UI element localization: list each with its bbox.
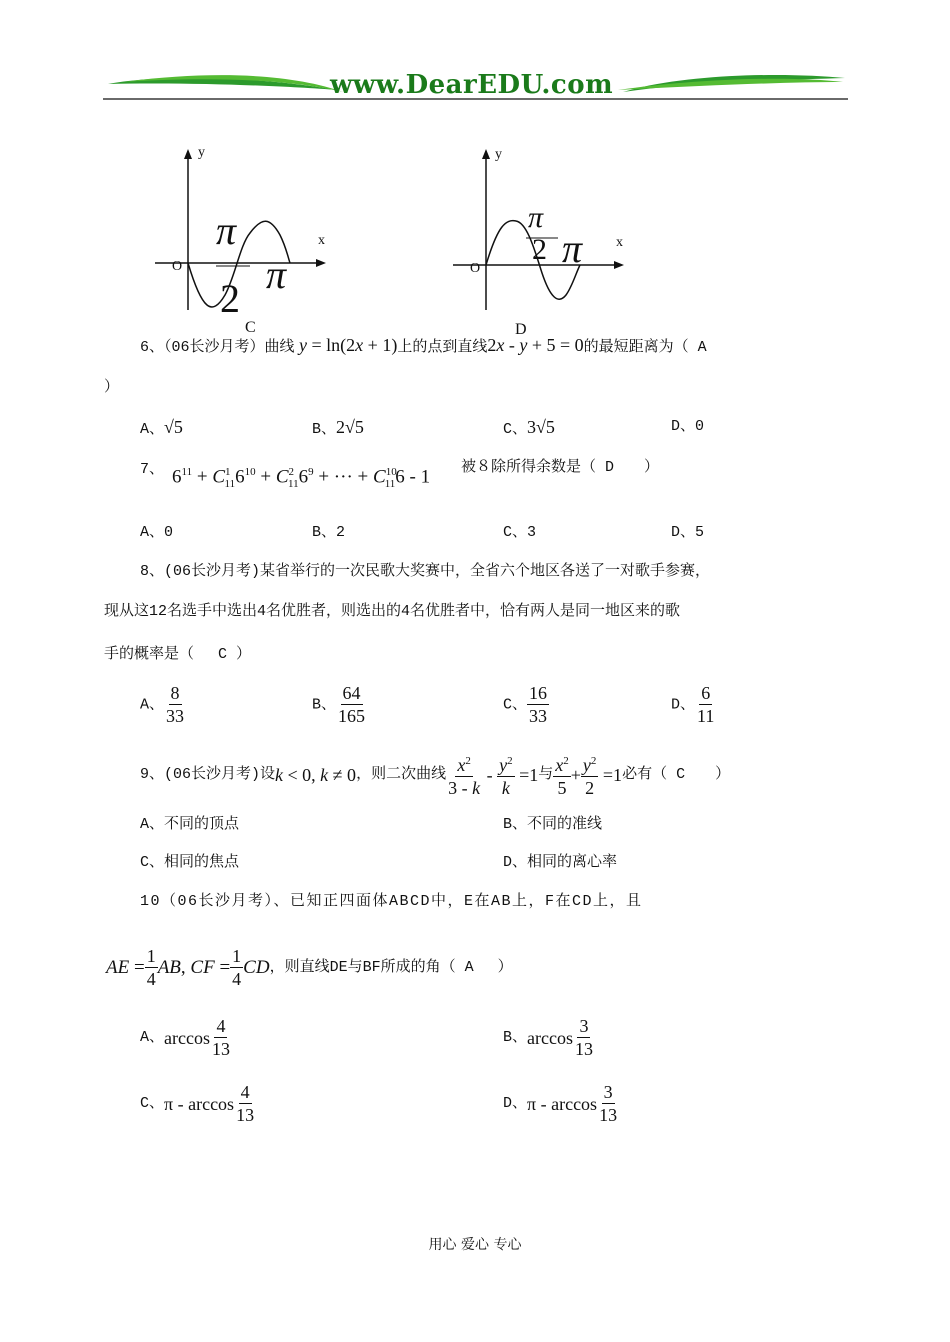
q8-option-d: D、 $\frac{6}{11}$ <box>671 683 715 726</box>
q8-option-b: B、 $\frac{64}{165}$ <box>312 683 366 726</box>
y-axis-label: y <box>198 145 205 160</box>
pi-label: π <box>266 252 287 297</box>
q7-number: 7、 <box>140 461 165 478</box>
figure-label-d: D <box>515 321 527 338</box>
q6-close: ） <box>104 379 120 396</box>
pi-half-numerator: π <box>216 208 237 253</box>
q6-option-b: B、2√5 <box>312 417 364 438</box>
q7-formula: $6^{11} + C^1_{11}6^{10} + C^2_{11}6^9$ + ··· + $C^{10}_{11}6 - 1$ <box>172 466 431 491</box>
q10-option-d: D、 π - arccos $\frac{3}{13}$ <box>503 1082 618 1125</box>
sine-graph-c <box>150 145 340 345</box>
q9-option-d: D、相同的离心率 <box>503 854 618 871</box>
q9-condition: k < 0, k ≠ 0 <box>275 764 357 785</box>
y-axis-label: y <box>495 147 502 162</box>
figure-d <box>450 145 640 345</box>
q6-prefix: 6、（06长沙月考）曲线 <box>140 339 295 356</box>
q10-option-b: B、 arccos $\frac{3}{13}$ <box>503 1016 593 1059</box>
site-logo: www.DearEDU.com <box>330 70 614 100</box>
fraction: $\frac{y^2}{2}$ <box>581 750 599 799</box>
pi-half-denominator: 2 <box>532 233 547 266</box>
fraction: $\frac{x^2}{3 - k}$ <box>446 750 482 799</box>
fraction: $\frac{x^2}{5}$ <box>553 750 571 799</box>
q6-option-a: A、√5 <box>140 417 183 438</box>
q7-option-b: B、2 <box>312 524 346 541</box>
fraction: $\frac{3}{13}$ <box>574 1016 593 1059</box>
q9-option-c: C、相同的焦点 <box>140 854 240 871</box>
x-axis-label: x <box>318 233 325 248</box>
fraction: $\frac{4}{13}$ <box>211 1016 230 1059</box>
pi-half-denominator: 2 <box>220 276 240 321</box>
q10-option-c: C、 π - arccos $\frac{4}{13}$ <box>140 1082 255 1125</box>
page-footer: 用心 爱心 专心 <box>428 1237 522 1253</box>
q9-option-b: B、不同的准线 <box>503 816 603 833</box>
q8-line3: 手的概率是（ C ） <box>104 646 252 663</box>
fraction: $\frac{1}{4}$ <box>146 946 156 989</box>
fraction: $\frac{y^2}{k}$ <box>497 750 515 799</box>
origin-label: O <box>470 261 481 276</box>
x-axis-label: x <box>616 235 623 250</box>
q9-option-a: A、不同的顶点 <box>140 816 240 833</box>
q6-mid: 上的点到直线 <box>397 339 488 356</box>
q8-line1: 8、(06长沙月考)某省举行的一次民歌大奖赛中，全省六个地区各送了一对歌手参赛， <box>140 563 711 580</box>
q6-line-formula: 2x - y + 5 = 0 <box>487 335 584 355</box>
pi-label: π <box>562 226 583 271</box>
figure-label-c: C <box>245 319 256 336</box>
fraction: $\frac{16}{33}$ <box>529 683 548 726</box>
q7-option-a: A、0 <box>140 524 174 541</box>
q8-line2: 现从这12名选手中选出4名优胜者，则选出的4名优胜者中，恰有两人是同一地区来的歌 <box>104 603 681 620</box>
fraction: $\frac{6}{11}$ <box>697 683 715 726</box>
fraction: $\frac{64}{165}$ <box>338 683 366 726</box>
q10-line1: 10（06长沙月考）、已知正四面体ABCD中，E在AB上，F在CD上，且 <box>140 893 643 910</box>
q7-suffix: 被８除所得余数是（ D ） <box>461 459 660 476</box>
fraction: $\frac{4}{13}$ <box>236 1082 255 1125</box>
q6-curve-formula: y = ln(2x + 1) <box>299 335 398 355</box>
q9-stem: 9、(06长沙月考)设 k < 0, k ≠ 0 ，则二次曲线 $\frac{x^2}{3 - k}$ - $\frac{y^2}{k}$ =1 与 $\frac{x^2}{5}$ + $\frac{y^2}{2}$ =1 必有（ C ） <box>140 750 730 799</box>
q7-option-d: D、5 <box>671 524 705 541</box>
q6-stem <box>140 333 707 360</box>
fraction: $\frac{3}{13}$ <box>599 1082 618 1125</box>
q7-option-c: C、3 <box>503 524 537 541</box>
fraction: $\frac{1}{4}$ <box>232 946 242 989</box>
q6-suffix: 的最短距离为（ A <box>583 339 707 356</box>
q10-option-a: A、 arccos $\frac{4}{13}$ <box>140 1016 230 1059</box>
fraction: $\frac{8}{33}$ <box>166 683 185 726</box>
q6-option-c: C、3√5 <box>503 417 555 438</box>
q8-option-c: C、 $\frac{16}{33}$ <box>503 683 548 726</box>
q8-option-a: A、 $\frac{8}{33}$ <box>140 683 185 726</box>
q10-line2: AE = $\frac{1}{4}$ AB, CF = $\frac{1}{4}$ CD ，则直线DE与BF所成的角（ A ） <box>106 946 513 989</box>
origin-label: O <box>172 259 183 274</box>
figure-c <box>150 145 340 345</box>
q6-option-d: D、0 <box>671 418 705 435</box>
pi-half-numerator: π <box>528 201 544 234</box>
